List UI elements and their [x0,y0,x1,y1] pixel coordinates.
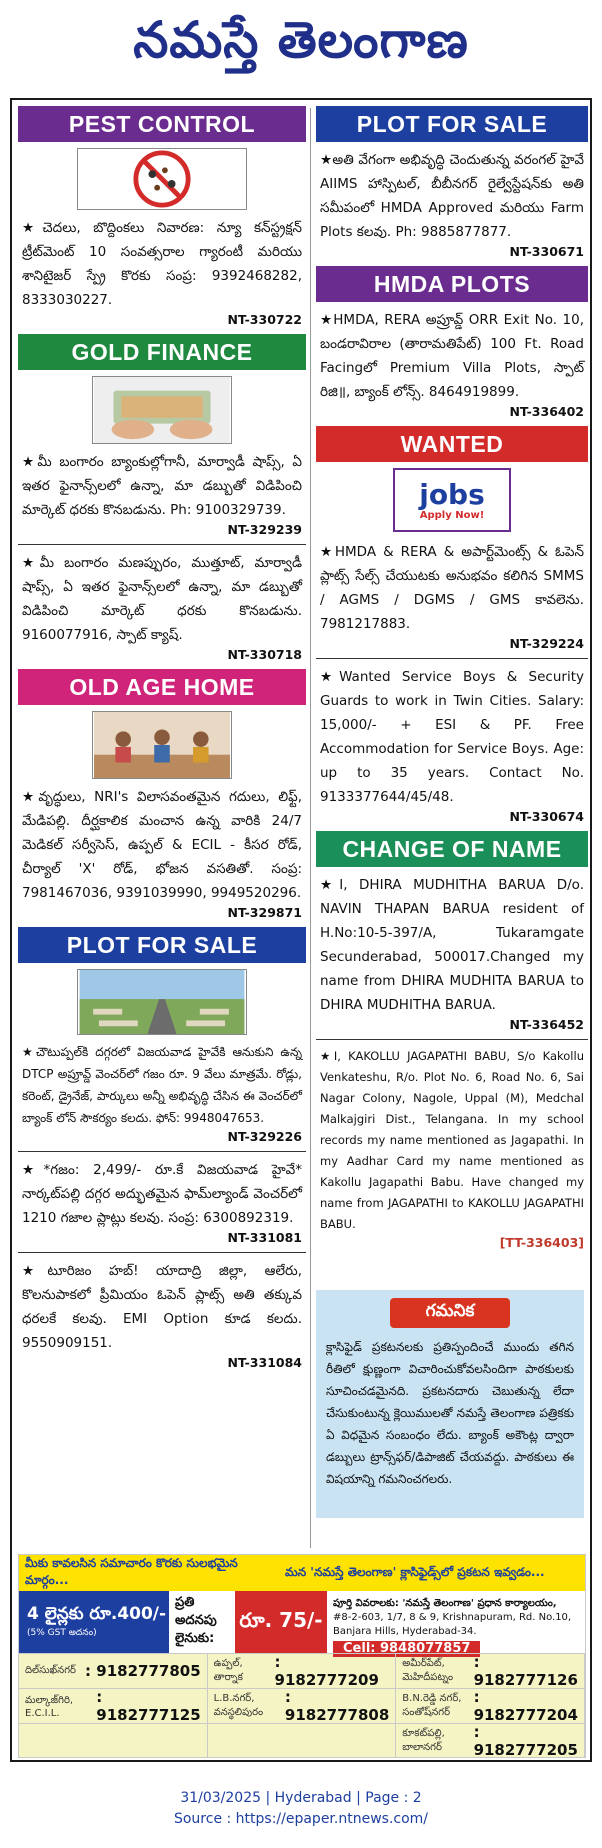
ad-plot-for-sale-left-1: ★చౌటుప్పల్‌కి దగ్గరలో విజయవాడ హైవేకి ఆనుకుని ఉన్న DTCP అప్రూవ్డ్ వెంచర్‌లో గజం రూ. 9 వేలు మాత్రమే. రోడ్లు, కరెంట్, డ్రైనేజ్, పార్కులు అన్నీ అభివృద్ధి చేసిన ఈ వెంచర్‌లో బ్యాంక్ లోన్ సౌకర్యం కలదు. ఫోన్: 9948047653. [22,1045,302,1125]
old-age-home-image [92,711,232,779]
branch-contact [19,1688,208,1723]
office-cell: Cell: 9848077857 [333,1641,480,1657]
jobs-logo-word: jobs [419,477,485,511]
branch-place: కూకట్‌పల్లి, బాలానగర్ [402,1728,445,1753]
ad-code: NT-330674 [509,809,584,824]
ad-code: NT-331081 [227,1230,302,1245]
ad-separator [316,1039,588,1040]
ad-pest-control-1: ★చెదలు, బొద్దింకలు నివారణ: న్యూ కన్‌స్ట్రక్షన్ ట్రీట్‌మెంట్ 10 సంవత్సరాల గ్యారంటీ మరియు శానిటైజర్ స్ప్రే కొరకు సంప్ర: 9392468282, 8333030227. [22,220,302,308]
ad-plot-for-sale-left-2: ★*గజం: 2,499/- రూ.కే విజయవాడ హైవే* నార్కట్‌పల్లి దగ్గర అద్భుతమైన ఫామ్‌ల్యాండ్ వెంచర్‌లో 1210 గజాల ప్లాట్లు కలవు. సంప్ర: 6300892319. [22,1162,302,1226]
branch-contacts [19,1653,585,1758]
jobs-logo-tag: Apply Now! [419,509,485,521]
branch-phone: : 9182777125 [96,1688,201,1724]
branch-contact [19,1653,208,1688]
section-header-pest-control: PEST CONTROL [18,106,306,142]
section-header-old-age-home: OLD AGE HOME [18,669,306,705]
branch-place: దిల్‌సుఖ్‌నగర్ [25,1665,76,1676]
right-column [316,106,588,1251]
office-details [327,1591,585,1656]
ad-code: NT-331084 [227,1355,302,1370]
notice-body: క్లాసిఫైడ్ ప్రకటనలకు ప్రతిస్పందించే ముందు తగిన రీతిలో క్షుణ్ణంగా విచారించుకోవలసిందిగా పాఠకులకు సూచించడమైనది. ప్రకటనదారు చెబుతున్న లేదా చేసుకుంటున్న క్లెయిములతో నమస్తే తెలంగాణ పత్రికకు ఏ విధమైన సంబంధం లేదు. బ్యాంక్ అకౌంట్ల ద్వారా డబ్బులు ట్రాన్స్‌ఫర్/డిపాజిట్ చేయవద్దు. పాఠకులు ఈ విషయాన్ని గమనించగలరు. [326,1340,574,1486]
branch-phone: : 9182777808 [284,1688,390,1724]
extra-line-label: ప్రతి అదనపు లైనుకు: [169,1591,235,1653]
notice-title: గమనిక [390,1298,510,1328]
masthead [0,0,602,92]
section-header-wanted: WANTED [316,426,588,462]
rates-top-strip [19,1555,585,1591]
section-header-plot-for-sale-right: PLOT FOR SALE [316,106,588,142]
branch-place: ఉప్పల్, తార్నాక [213,1658,243,1683]
branch-contact [396,1723,585,1758]
ad-hmda-plots-1: ★HMDA, RERA అప్రూవ్డ్ ORR Exit No. 10, బండరావిరాల (తారామతిపేట్) 100 Ft. Road Facingలో Premium Villa Plots, స్పాట్ రిజి॥, బ్యాంక్ లోన్స్. 8464919899. [320,312,584,400]
branch-phone: : 9182777204 [473,1688,578,1724]
ad-code: NT-336402 [509,404,584,419]
left-column [18,106,306,1371]
office-label: పూర్తి వివరాలకు: 'నమస్తే తెలంగాణ' ప్రధాన కార్యాలయం, [333,1598,557,1609]
ad-code: [TT-336403] [499,1235,584,1250]
branch-contact [19,1723,208,1758]
branch-place: మల్కాజ్‌గిరి, E.C.I.L. [25,1694,74,1719]
column-divider [310,108,311,1548]
ad-change-of-name-1: ★I, DHIRA MUDHITHA BARUA D/o. NAVIN THAPAN BARUA resident of H.No:10-5-397/A, Tukaramgate Secunderabad, 500017.Changed my name from DHIRA MUDHITA BARUA to DHIRA MUDHITHA BARUA. [320,877,584,1013]
ad-code: NT-329224 [509,636,584,651]
base-price-value: 4 లైన్లకు రూ.400/- [27,1604,167,1624]
price-row [19,1591,585,1656]
jobs-logo [393,468,511,532]
branch-contact [208,1723,397,1758]
notice-box [316,1290,584,1518]
ad-separator [18,1151,306,1152]
page-footer [0,1788,602,1830]
branch-contact [208,1688,397,1723]
ad-wanted-1: ★HMDA & RERA & అపార్ట్‌మెంట్స్ & ఓపెన్ ప్లాట్స్ సేల్స్ చేయుటకు అనుభవం కలిగిన SMMS / AGMS / DGMS / GMS కావలెను. 7981217883. [320,544,584,632]
ad-separator [316,658,588,659]
ad-code: NT-329239 [227,522,302,537]
ad-code: NT-329871 [227,905,302,920]
ad-code: NT-330722 [227,312,302,327]
plot-for-sale-image [77,969,247,1035]
branch-contact [396,1653,585,1688]
ad-old-age-home-1: ★వృద్ధులు, NRI's విలాసవంతమైన గదులు, లిఫ్ట్, మేడిపల్లి. దీర్ఘకాలిక మంచాన ఉన్న వారికి 24/7 మెడికల్ సర్వీసెస్, ఉప్పల్ & ECIL - కీసర రోడ్, చీర్యాల్ 'X' రోడ్, భోజన వసతితో. సంప్ర: 7981467036, 9391039990, 9949520296. [22,789,302,901]
ad-code: NT-330718 [227,647,302,662]
ad-wanted-2: ★Wanted Service Boys & Security Guards to work in Twin Cities. Salary: 15,000/- + ESI & PF. Free Accommodation for Service Boys. Age: up to 35 years. Contact No. 9133377644/45/48. [320,669,584,805]
office-address: #8-2-603, 1/7, 8 & 9, Krishnapuram, Rd. No.10, Banjara Hills, Hyderabad-34. [333,1612,572,1637]
masthead-title: నమస్తే తెలంగాణ [133,10,469,69]
ad-separator [18,1252,306,1253]
branch-contact [396,1688,585,1723]
branch-phone: : 9182777205 [473,1723,578,1759]
classified-rates-box [18,1554,586,1758]
section-header-gold-finance: GOLD FINANCE [18,334,306,370]
pest-control-image [77,148,247,210]
page-date-line: 31/03/2025 | Hyderabad | Page : 2 [180,1790,422,1806]
branch-place: అమీర్‌పేట్, మెహిదీపట్నం [402,1658,454,1683]
ad-code: NT-329226 [227,1129,302,1144]
ad-code: NT-336452 [509,1017,584,1032]
ad-plot-for-sale-left-3: ★టూరిజం హబ్! యాదాద్రి జిల్లా, ఆలేరు, కొలనుపాకలో ప్రీమియం ఓపెన్ ప్లాట్స్ అతి తక్కువ ధరలకే కలవు. EMI Option కూడ కలదు. 9550909151. [22,1263,302,1351]
section-header-hmda-plots: HMDA PLOTS [316,266,588,302]
ad-code: NT-330671 [509,244,584,259]
ad-plot-for-sale-right-1: ★అతి వేగంగా అభివృద్ధి చెందుతున్న వరంగల్ హైవే AIIMS హాస్పిటల్, బీబీనగర్ రైల్వేస్టేషన్‌కు అతి సమీపంలో HMDA Approved మరియు Farm Plots కలవు. Ph: 9885877877. [320,152,584,240]
section-header-change-of-name: CHANGE OF NAME [316,831,588,867]
branch-phone: : 9182777126 [473,1653,578,1689]
branch-phone: : 9182777805 [85,1662,201,1680]
rates-tagline-right: మన 'నమస్తే తెలంగాణ' క్లాసిఫైడ్స్‌లో ప్రకటన ఇవ్వడం... [285,1564,545,1579]
rates-tagline-left: మీకు కావలసిన సమాచారం కొరకు సులభమైన మార్గం... [25,1556,238,1587]
page-source-line: Source : https://epaper.ntnews.com/ [173,1811,429,1827]
ad-gold-finance-2: ★మీ బంగారం మణప్పురం, ముత్తూట్, మార్వాడీ షాప్స్, ఏ ఇతర ఫైనాన్స్‌లలో ఉన్నా, మా డబ్బుతో విడిపించి మార్కెట్ ధరకు కొనబడును. 9160077916, స్పాట్ క్యాష్. [22,555,302,643]
ad-separator [18,544,306,545]
branch-place: L.B.నగర్, వనస్థలిపురం [213,1693,264,1718]
branch-phone: : 9182777209 [274,1653,379,1689]
gold-finance-image [92,376,232,444]
gst-note: (5% GST అదనం) [27,1628,97,1638]
branch-contact [208,1653,397,1688]
ad-change-of-name-2: ★I, KAKOLLU JAGAPATHI BABU, S/o Kakollu Venkateshu, R/o. Plot No. 6, Road No. 6, Sai Nagar Colony, Nagole, Uppal (M), Medchal Malkajgiri Dist., Telangana. In my school records my name mentioned as Jagapathi. In my Aadhar Card my name mentioned as Kakollu Jagapathi Babu. Have changed my name from JAGAPATHI to KAKOLLU JAGAPATHI BABU. [320,1049,584,1231]
section-header-plot-for-sale-left: PLOT FOR SALE [18,927,306,963]
classifieds-frame [10,98,592,1762]
base-price [19,1591,169,1653]
ad-gold-finance-1: ★మీ బంగారం బ్యాంకుల్లోగానీ, మార్వాడీ షాప్స్, ఏ ఇతర ఫైనాన్స్‌లలో ఉన్నా, మా డబ్బుతో విడిపించి మార్కెట్ ధరకు కొనబడును. Ph: 9100329739. [22,454,302,518]
extra-line-price: రూ. 75/- [235,1591,327,1653]
branch-place: B.N.రెడ్డి నగర్, సంతోష్‌నగర్ [402,1693,462,1718]
